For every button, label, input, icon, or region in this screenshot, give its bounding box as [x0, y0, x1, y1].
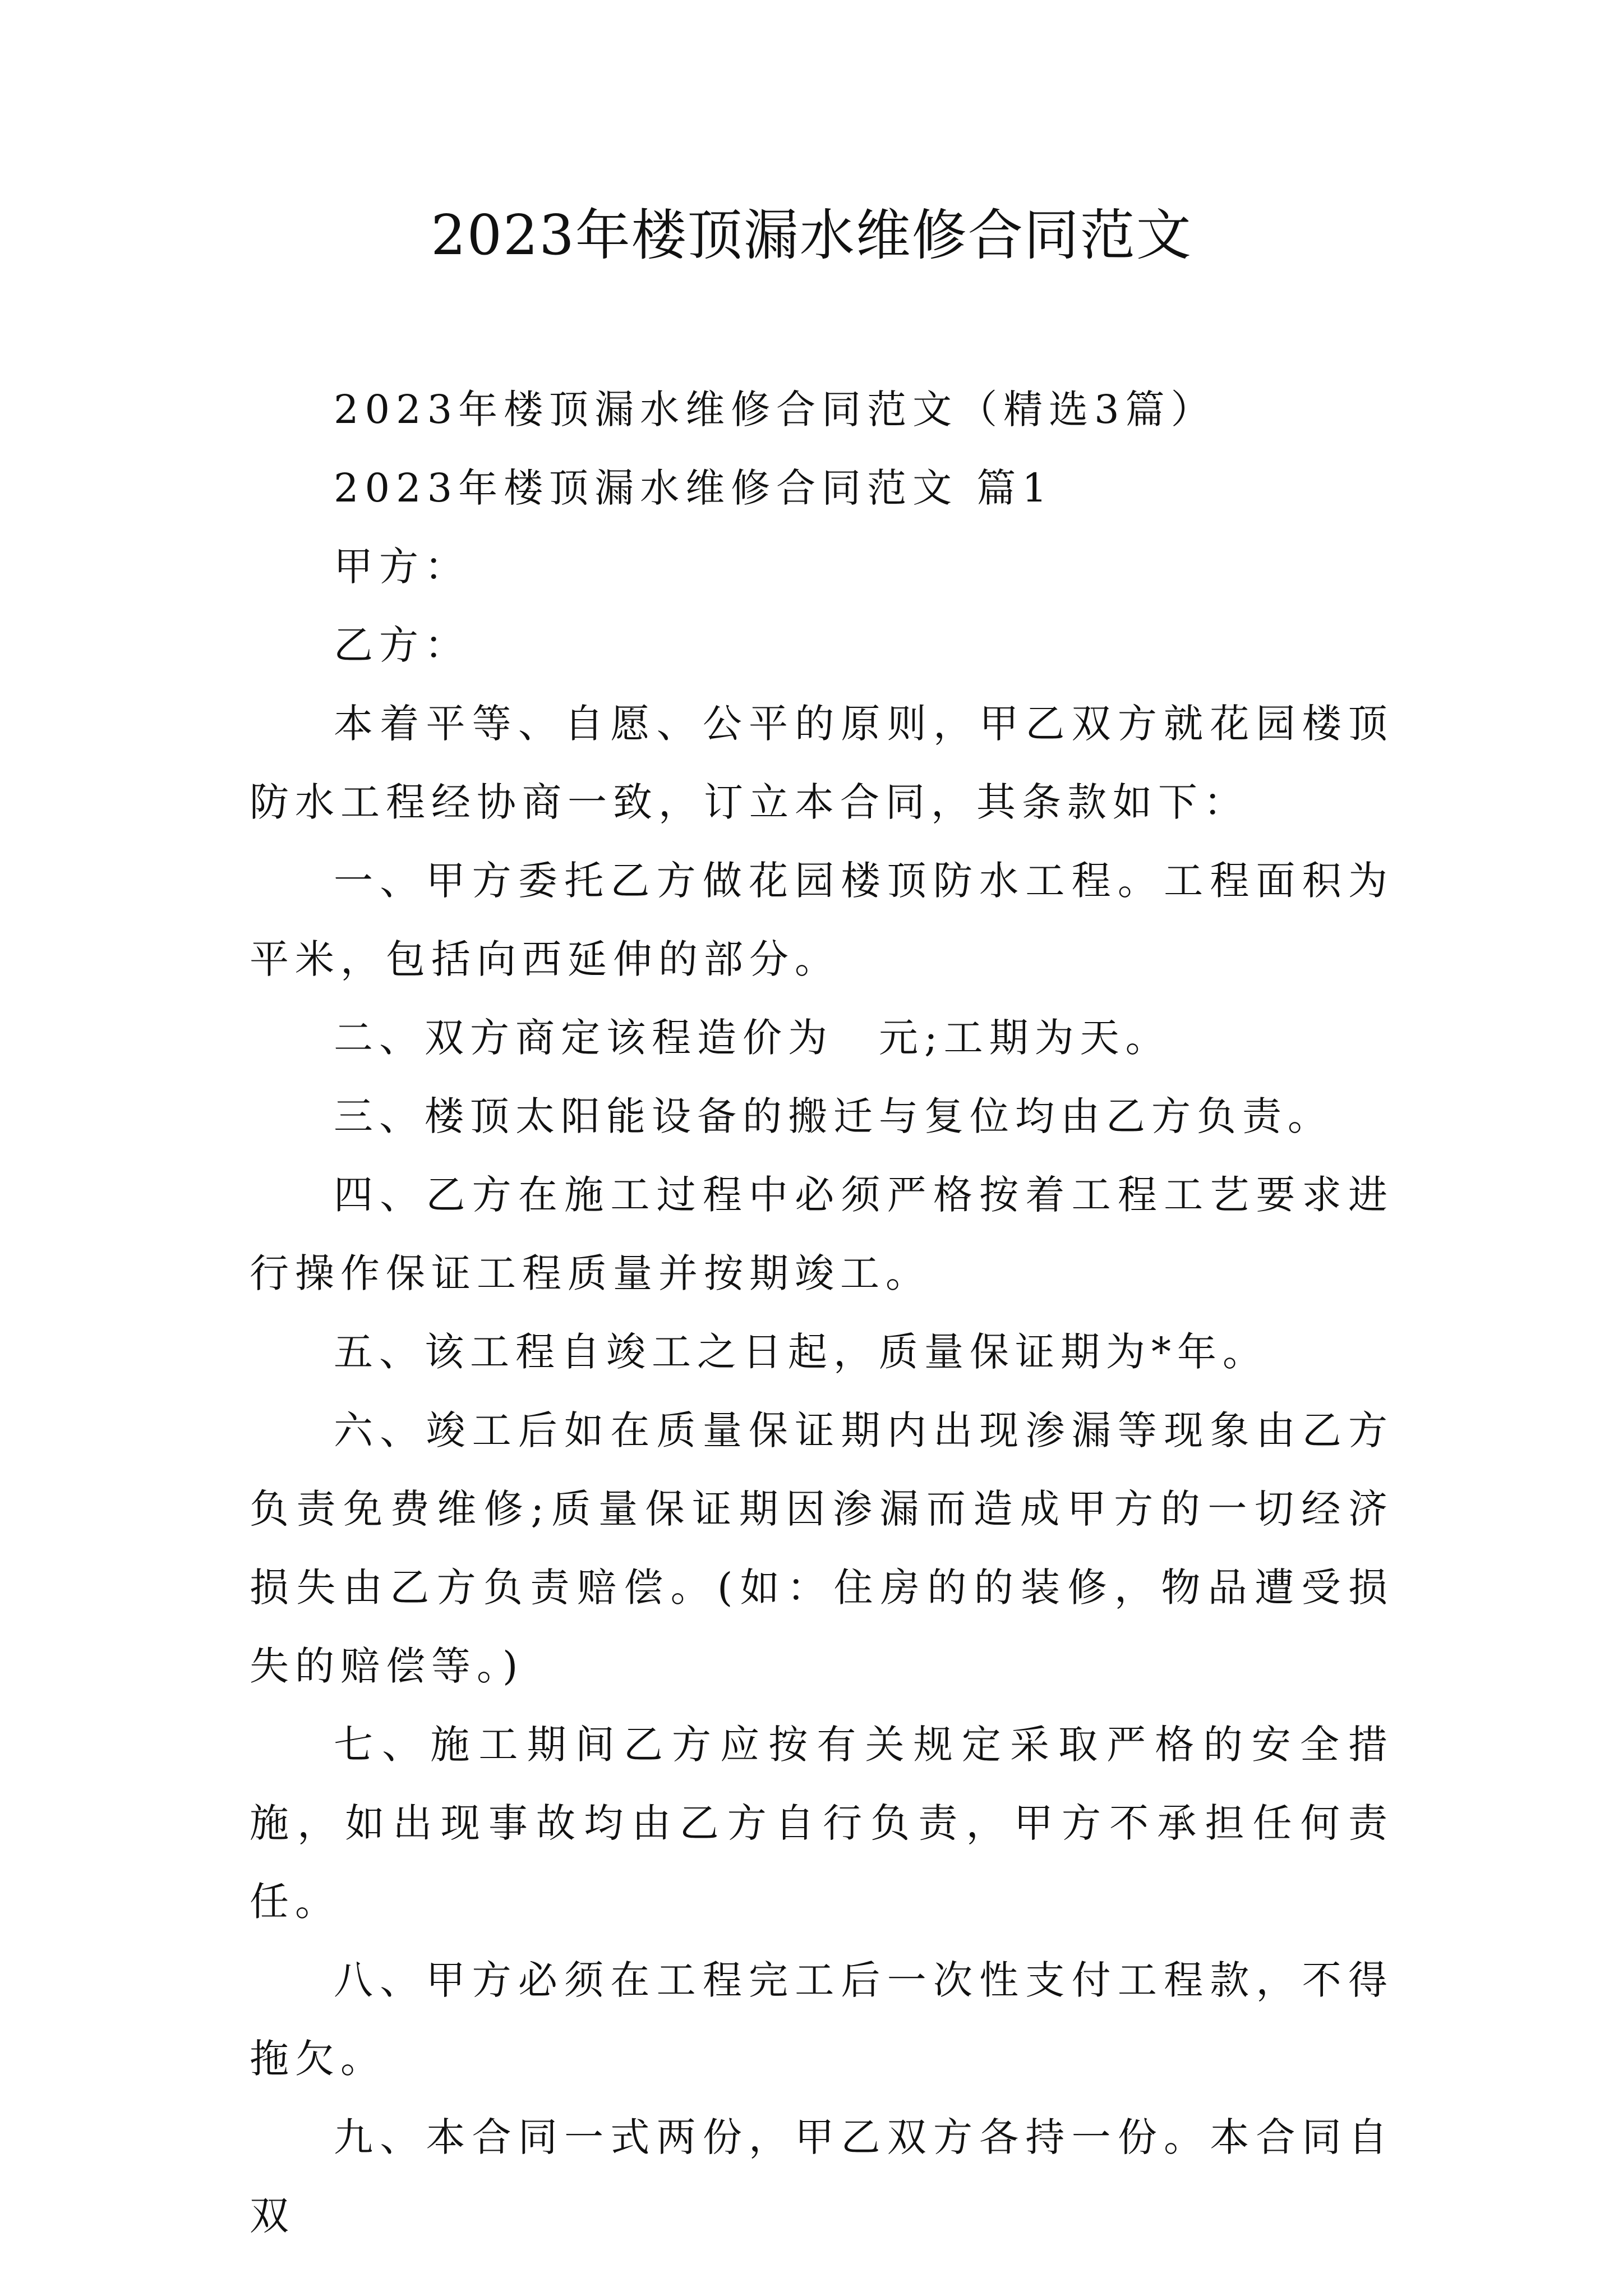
paragraph-party-b: 乙方： — [334, 622, 470, 668]
paragraph-clause-4: 四、乙方在施工过程中必须严格按着工程工艺要求进行操作保证工程质量并按期竣工。 — [250, 1172, 1394, 1296]
paragraph-clause-1: 一、甲方委托乙方做花园楼顶防水工程。工程面积为平米，包括向西延伸的部分。 — [250, 858, 1394, 982]
paragraph-clause-9: 九、本合同一式两份，甲乙双方各持一份。本合同自双 — [250, 2114, 1394, 2239]
paragraph-clause-3: 三、楼顶太阳能设备的搬迁与复位均由乙方负责。 — [334, 1093, 1333, 1139]
paragraph-preamble: 本着平等、自愿、公平的原则，甲乙双方就花园楼顶防水工程经协商一致，订立本合同，其条款如下： — [250, 701, 1394, 825]
paragraph-clause-8: 八、甲方必须在工程完工后一次性支付工程款，不得拖欠。 — [250, 1957, 1394, 2082]
paragraph-clause-2: 二、双方商定该程造价为 元;工期为天。 — [334, 1015, 1171, 1061]
paragraph-section-heading: 2023年楼顶漏水维修合同范文 篇1 — [334, 465, 1053, 511]
paragraph-clause-7: 七、施工期间乙方应按有关规定采取严格的安全措施，如出现事故均由乙方自行负责，甲方不承担任何责任。 — [250, 1722, 1394, 1925]
paragraph-clause-5: 五、该工程自竣工之日起，质量保证期为*年。 — [334, 1329, 1268, 1375]
paragraph-clause-6: 六、竣工后如在质量保证期内出现渗漏等现象由乙方负责免费维修;质量保证期因渗漏而造成甲方的一切经济损失由乙方负责赔偿。(如：住房的的装修，物品遭受损失的赔偿等。) — [250, 1407, 1394, 1689]
paragraph-subtitle: 2023年楼顶漏水维修合同范文（精选3篇） — [334, 386, 1216, 432]
document-body — [250, 370, 1394, 2255]
paragraph-party-a: 甲方： — [334, 544, 470, 590]
document-title: 2023年楼顶漏水维修合同范文 — [431, 204, 1192, 268]
